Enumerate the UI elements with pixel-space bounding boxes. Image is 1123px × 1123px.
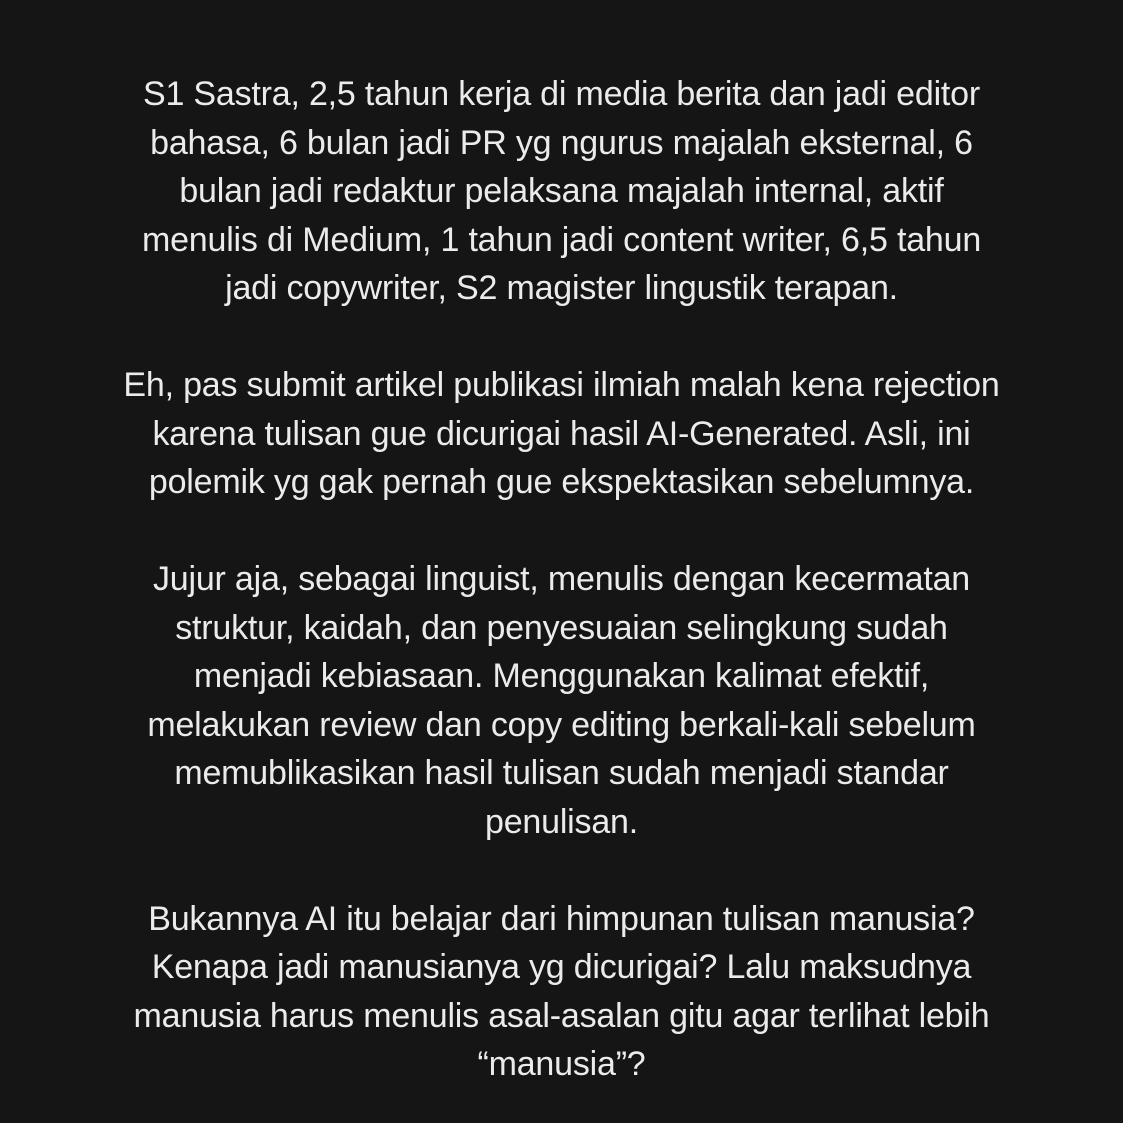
text-line: struktur, kaidah, dan penyesuaian selingkung sudah xyxy=(175,608,948,647)
text-line: bahasa, 6 bulan jadi PR yg ngurus majalah eksternal, 6 xyxy=(150,123,973,162)
paragraph-question xyxy=(28,895,1095,1089)
text-line: Jujur aja, sebagai linguist, menulis dengan kecermatan xyxy=(152,560,971,598)
text-line: bulan jadi redaktur pelaksana majalah internal, aktif xyxy=(179,172,944,210)
post-body xyxy=(28,70,1095,1089)
text-line: penulisan. xyxy=(484,802,638,841)
text-line: S1 Sastra, 2,5 tahun kerja di media berita dan jadi editor xyxy=(142,75,981,113)
text-line: “manusia”? xyxy=(477,1045,646,1083)
paragraph-linguist xyxy=(28,555,1095,846)
text-line: Bukannya AI itu belajar dari himpunan tulisan manusia? xyxy=(148,899,975,938)
text-line: manusia harus menulis asal-asalan gitu agar terlihat lebih xyxy=(133,996,990,1035)
text-line: menulis di Medium, 1 tahun jadi content writer, 6,5 tahun xyxy=(141,220,982,259)
text-line: karena tulisan gue dicurigai hasil AI-Generated. Asli, ini xyxy=(152,414,971,453)
text-line: polemik yg gak pernah gue ekspektasikan sebelumnya. xyxy=(148,463,975,501)
text-line: melakukan review dan copy editing berkali-kali sebelum xyxy=(147,705,976,744)
text-line: jadi copywriter, S2 magister lingustik terapan. xyxy=(225,269,898,307)
text-line: Eh, pas submit artikel publikasi ilmiah malah kena rejection xyxy=(123,366,1000,404)
text-line: menjadi kebiasaan. Menggunakan kalimat efektif, xyxy=(193,657,930,695)
paragraph-career xyxy=(28,70,1095,313)
text-line: Kenapa jadi manusianya yg dicurigai? Lalu maksudnya xyxy=(151,948,972,986)
text-line: memublikasikan hasil tulisan sudah menjadi standar xyxy=(174,754,949,792)
paragraph-rejection xyxy=(28,361,1095,507)
